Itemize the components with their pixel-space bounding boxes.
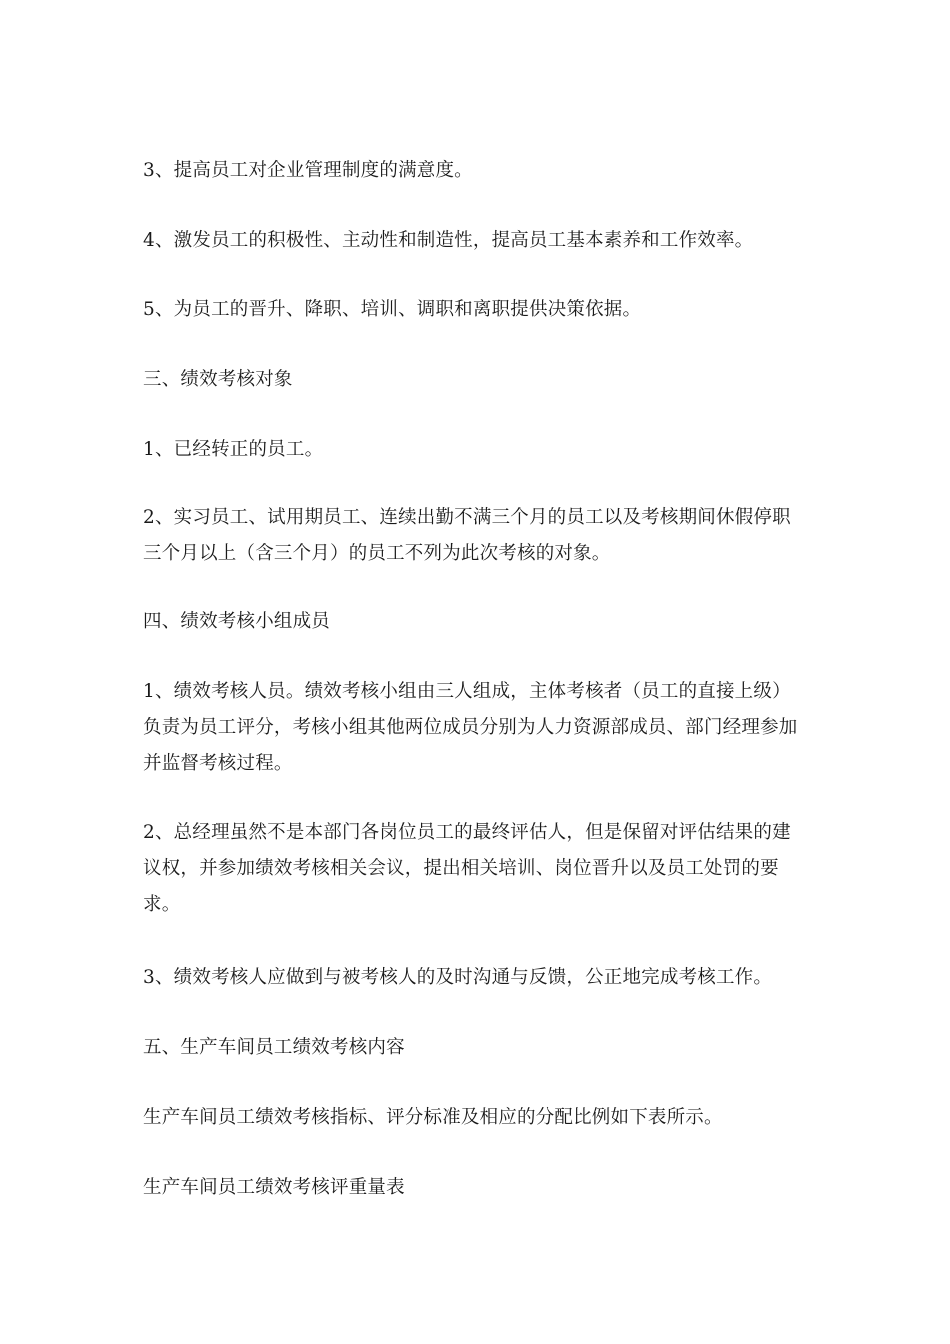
paragraph-member-2: 2、总经理虽然不是本部门各岗位员工的最终评估人，但是保留对评估结果的建议权，并参加绩效考核相关会议，提出相关培训、岗位晋升以及员工处罚的要求。 <box>143 822 791 915</box>
paragraph-goal-4: 4、激发员工的积极性、主动性和制造性，提高员工基本素养和工作效率。 <box>143 230 754 251</box>
paragraph-goal-5: 5、为员工的晋升、降职、培训、调职和离职提供决策依据。 <box>143 299 642 320</box>
paragraph-member-3: 3、绩效考核人应做到与被考核人的及时沟通与反馈，公正地完成考核工作。 <box>143 967 773 988</box>
section-heading-4: 四、绩效考核小组成员 <box>143 611 331 632</box>
paragraph-member-1: 1、绩效考核人员。绩效考核小组由三人组成，主体考核者（员工的直接上级）负责为员工评分，考核小组其他两位成员分别为人力资源部成员、部门经理参加并监督考核过程。 <box>143 681 798 774</box>
paragraph-goal-3: 3、提高员工对企业管理制度的满意度。 <box>143 160 473 181</box>
table-caption: 生产车间员工绩效考核评重量表 <box>143 1177 405 1198</box>
section-heading-3: 三、绩效考核对象 <box>143 369 293 390</box>
paragraph-target-1: 1、已经转正的员工。 <box>143 439 324 460</box>
paragraph-content-intro: 生产车间员工绩效考核指标、评分标准及相应的分配比例如下表所示。 <box>143 1107 723 1128</box>
paragraph-target-2: 2、实习员工、试用期员工、连续出勤不满三个月的员工以及考核期间休假停职三个月以上（含三个月）的员工不列为此次考核的对象。 <box>143 507 791 564</box>
section-heading-5: 五、生产车间员工绩效考核内容 <box>143 1037 405 1058</box>
